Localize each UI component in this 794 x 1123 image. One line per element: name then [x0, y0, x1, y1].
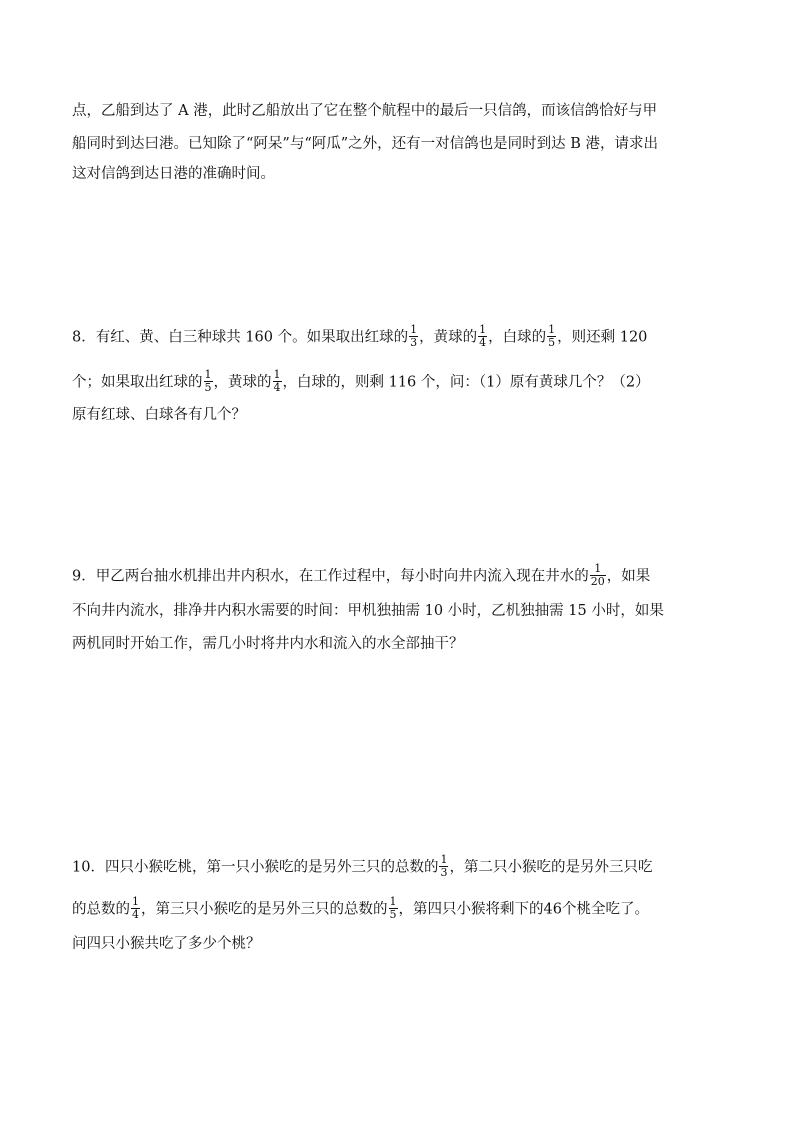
- problem-8-line-1: [72, 325, 647, 350]
- problem-10-line-3: 问四只小猴共吃了多少个桃？: [72, 936, 261, 952]
- fraction: $\frac{1}{20}$: [590, 562, 605, 588]
- problem-9-line-2: 不向井内流水，排净井内积水需要的时间：甲机独抽需 10 小时，乙机独抽需 15 小时，如果: [72, 603, 664, 619]
- fraction: $\frac{1}{4}$: [273, 368, 281, 394]
- fraction: $\frac{1}{4}$: [132, 895, 139, 921]
- problem-9-text: ，如果: [606, 568, 651, 585]
- problem-8-text: ，则还剩 120: [557, 329, 648, 346]
- problem-8-text: ，白球的: [488, 329, 547, 346]
- fraction: $\frac{1}{5}$: [204, 368, 212, 394]
- problem-8-text: ，白球的，则剩 116 个，问：（1）原有黄球几个？（2）: [282, 374, 650, 391]
- problem-10-line-1: [72, 855, 652, 880]
- problem-10-text: ，第四只小猴将剩下的46个桃全吃了。: [398, 901, 649, 918]
- fraction: $\frac{1}{5}$: [548, 323, 556, 349]
- problem-10-text: 的总数的: [72, 901, 130, 918]
- problem-8-text: 个；如果取出红球的: [72, 374, 203, 391]
- problem-8-line-3: 原有红球、白球各有几个？: [72, 407, 246, 423]
- problem-8-text: ，黄球的: [419, 329, 478, 346]
- problem-8-text: ，黄球的: [213, 374, 272, 391]
- fraction: $\frac{1}{4}$: [479, 323, 487, 349]
- problem-9-line-1: [72, 564, 650, 589]
- fraction: $\frac{1}{3}$: [440, 853, 448, 879]
- problem-9-text: 9．甲乙两台抽水机排出井内积水，在工作过程中，每小时向井内流入现在井水的: [72, 568, 589, 585]
- problem-10-text: ，第三只小猴吃的是另外三只的总数的: [141, 901, 388, 918]
- problem-10-line-2: [72, 897, 649, 922]
- problem-7-line-2: 船同时到达曰港。已知除了“阿呆”与“阿瓜”之外，还有一对信鸽也是同时到达 B 港，请求出: [72, 136, 659, 152]
- problem-10-text: 10．四只小猴吃桃，第一只小猴吃的是另外三只的总数的: [72, 859, 439, 876]
- problem-7-line-3: 这对信鸽到达日港的准确时间。: [72, 166, 275, 182]
- problem-7-line-1: 点，乙船到达了 A 港，此时乙船放出了它在整个航程中的最后一只信鸽，而该信鸽恰好与甲: [72, 103, 658, 119]
- problem-10-text: ，第二只小猴吃的是另外三只吃: [449, 859, 653, 876]
- fraction: $\frac{1}{3}$: [410, 323, 418, 349]
- problem-8-text: 8．有红、黄、白三种球共 160 个。如果取出红球的: [72, 329, 409, 346]
- fraction: $\frac{1}{5}$: [389, 895, 397, 921]
- problem-8-line-2: [72, 370, 650, 395]
- problem-9-line-3: 两机同时开始工作，需几小时将井内水和流入的水全部抽干？: [72, 636, 464, 652]
